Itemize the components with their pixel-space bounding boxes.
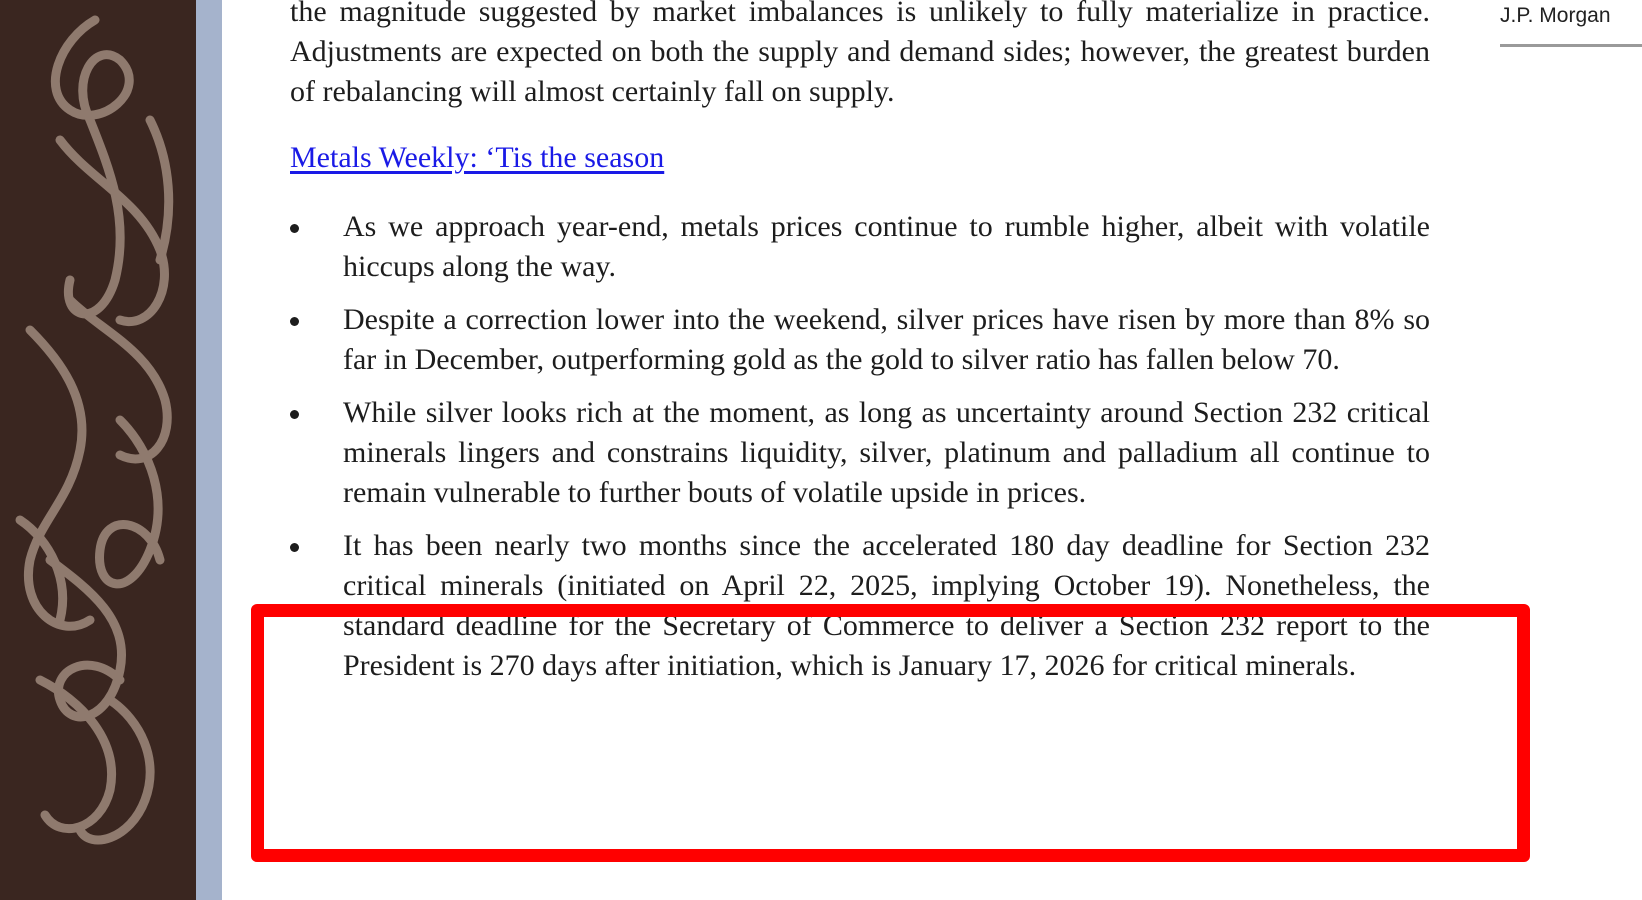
brand-sidebar (0, 0, 196, 900)
bullet-text: While silver looks rich at the moment, as long as uncertainty around Section 232 critical minerals lingers and constrains liquidity, silver, platinum and palladium all continue to remain vulnerable to further bouts of volatile upside in prices. (343, 396, 1430, 509)
bullet-icon (290, 410, 299, 419)
accent-divider (196, 0, 222, 900)
bullet-item (290, 393, 1430, 513)
header-underline (1500, 44, 1642, 47)
metals-weekly-link[interactable]: Metals Weekly: ‘Tis the season (290, 141, 665, 174)
bullet-item (290, 300, 1430, 380)
bullet-text: It has been nearly two months since the accelerated 180 day deadline for Section 232 critical minerals (initiated on April 22, 2025, implying October 19). Nonetheless, the standard deadline for the Secretary of Commerce to deliver a Section 232 report to the President is 270 days after initiation, which is January 17, 2026 for critical minerals. (343, 529, 1430, 682)
bullet-text: Despite a correction lower into the weekend, silver prices have risen by more than 8% so far in December, outperforming gold as the gold to silver ratio has fallen below 70. (343, 303, 1430, 376)
intro-paragraph: the magnitude suggested by market imbalances is unlikely to fully materialize in practice. Adjustments are expected on both the supply and demand sides; however, the greatest burden of rebalancing will almost certainly fall on supply. (290, 0, 1430, 108)
header-brand: J.P. Morgan (1500, 4, 1611, 27)
bullet-icon (290, 543, 299, 552)
jp-morgan-signature-logo (0, 0, 196, 900)
red-highlight-box (251, 604, 1530, 862)
bullet-icon (290, 224, 299, 233)
bullet-icon (290, 317, 299, 326)
bullet-text: As we approach year-end, metals prices continue to rumble higher, albeit with volatile hiccups along the way. (343, 210, 1430, 283)
bullet-item (290, 207, 1430, 287)
